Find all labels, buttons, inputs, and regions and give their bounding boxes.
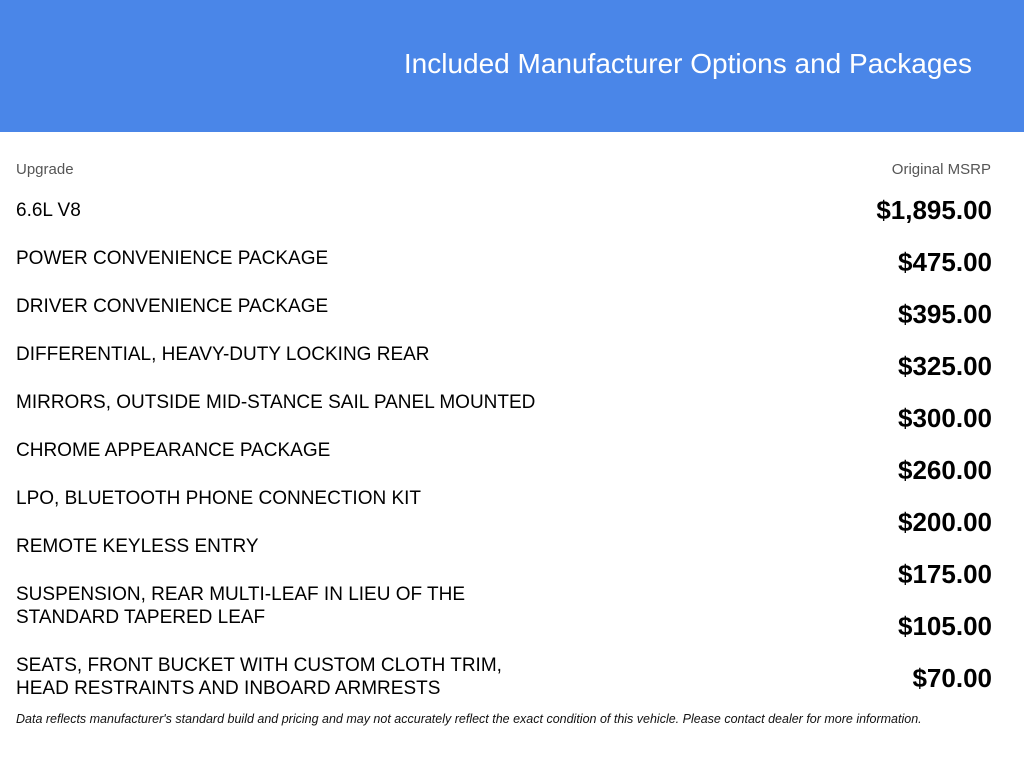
option-price: $325.00 bbox=[898, 351, 992, 381]
page-header bbox=[0, 0, 1024, 132]
option-name: REMOTE KEYLESS ENTRY bbox=[16, 536, 259, 557]
option-price: $105.00 bbox=[898, 611, 992, 641]
option-price: $475.00 bbox=[898, 247, 992, 277]
option-prices-list bbox=[876, 194, 992, 714]
option-price: $300.00 bbox=[898, 403, 992, 433]
page-title: Included Manufacturer Options and Packages bbox=[403, 48, 972, 79]
option-price: $70.00 bbox=[912, 663, 992, 693]
option-price: $395.00 bbox=[898, 299, 992, 329]
option-name: DRIVER CONVENIENCE PACKAGE bbox=[16, 296, 329, 317]
option-name: CHROME APPEARANCE PACKAGE bbox=[16, 440, 331, 461]
option-name: DIFFERENTIAL, HEAVY-DUTY LOCKING REAR bbox=[16, 344, 430, 365]
option-name: LPO, BLUETOOTH PHONE CONNECTION KIT bbox=[16, 488, 422, 509]
disclaimer-text: Data reflects manufacturer's standard build and pricing and may not accurately reflect the exact condition of this vehicle. Please contact dealer for more information. bbox=[16, 712, 922, 726]
option-name: MIRRORS, OUTSIDE MID-STANCE SAIL PANEL MOUNTED bbox=[16, 392, 536, 413]
option-name: SEATS, FRONT BUCKET WITH CUSTOM CLOTH TRIM, HEAD RESTRAINTS AND INBOARD ARMRESTS bbox=[16, 655, 502, 699]
msrp-column-header: Original MSRP bbox=[891, 161, 991, 178]
option-names-list bbox=[16, 199, 576, 725]
option-price: $175.00 bbox=[898, 559, 992, 589]
option-name: SUSPENSION, REAR MULTI-LEAF IN LIEU OF THE STANDARD TAPERED LEAF bbox=[16, 584, 466, 628]
option-name: 6.6L V8 bbox=[16, 200, 81, 221]
option-price: $1,895.00 bbox=[876, 195, 992, 225]
option-name: POWER CONVENIENCE PACKAGE bbox=[16, 248, 329, 269]
upgrade-column-header: Upgrade bbox=[16, 161, 74, 178]
option-price: $200.00 bbox=[898, 507, 992, 537]
option-price: $260.00 bbox=[898, 455, 992, 485]
